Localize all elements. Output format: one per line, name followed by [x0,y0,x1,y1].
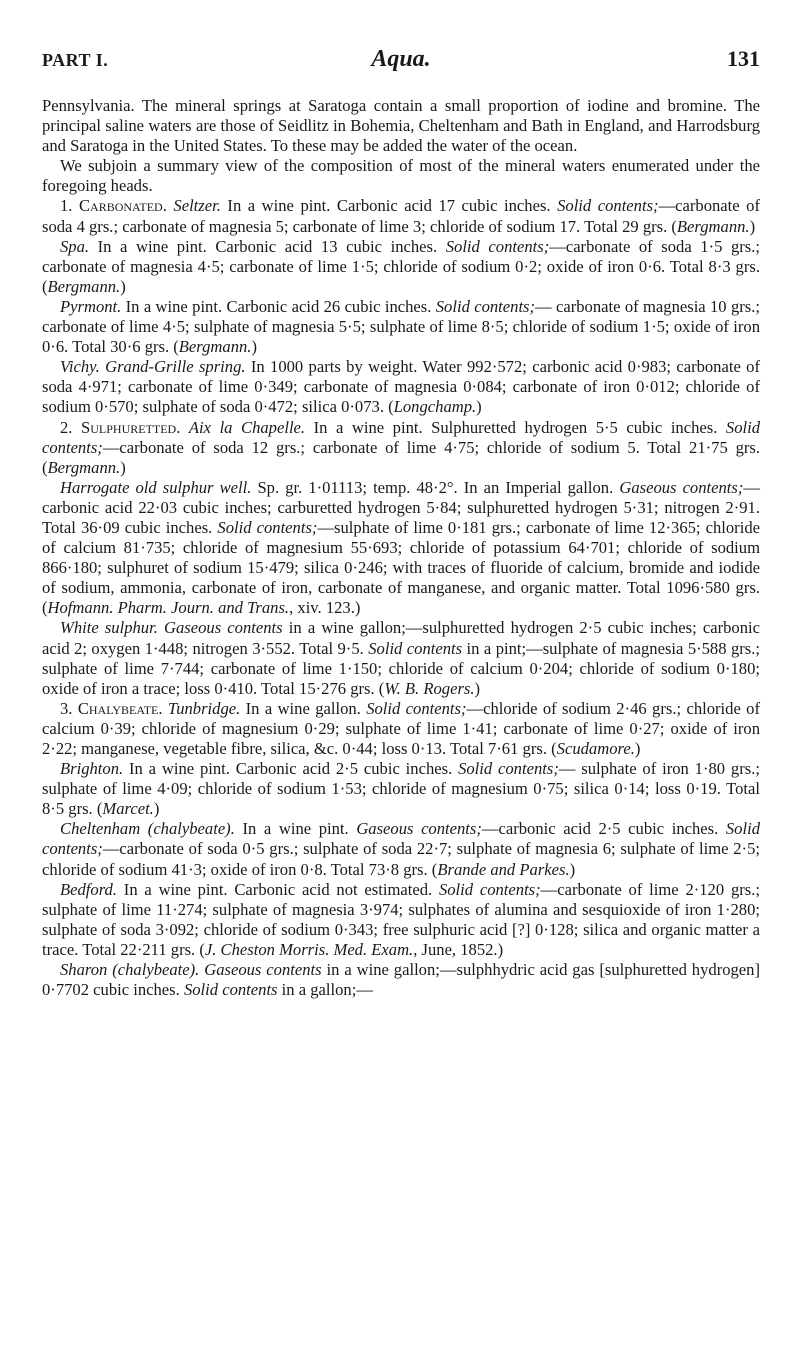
text-run: Solid contents; [438,879,541,899]
text-run: Pyrmont. [60,296,122,316]
page-number: 131 [727,46,760,71]
entry-seltzer [42,196,760,236]
text-run: In a wine pint. Carbonic acid 13 cubic inches. [97,236,438,256]
text-run: Solid contents; [42,417,761,457]
text-run: In 1000 parts by weight. Water 992·572; carbonic acid 0·983; carbonate of soda 4·971; carbonate of lime 0·349; carbonate of magnesia 0·084; carbonate of iron 0·012; chloride of sodium 0·570; sulphate of soda 0·472; silica 0·073. ( [42,357,760,417]
text-run: —carbonate of soda 1·5 grs.; carbonate of magnesia 4·5; carbonate of lime 1·5; chloride of sodium 0·2; oxide of iron 0·6. Total 8·3 grs. ( [42,236,760,296]
text-run: in a gallon;— [281,980,373,1000]
text-run: Sulphuretted. [81,417,181,437]
text-run: Brighton. [60,759,124,779]
text-run: —sulphate of lime 0·181 grs.; carbonate of lime 12·365; chloride of calcium 81·735; chloride of magnesium 55·693; chloride of potassium 64·701; chloride of sodium 866·180; sulphuret of sodium 15·479; silica 0·246; with traces of fluoride of calcium, bromide and iodide of sodium, ammonia, carbonate of iron, carbonate of manganese, and organic matter. Total 1096·580 grs. ( [42,517,760,618]
text-run: in a wine gallon;—sulphhydric acid gas [sulphuretted hydrogen] 0·7702 cubic inches. [42,960,760,1000]
entry-white-sulphur [42,618,760,698]
text-run: —carbonic acid 22·03 cubic inches; carburetted hydrogen 5·84; sulphuretted hydrogen 5·31; nitrogen 2·91. Total 36·09 cubic inches. [42,477,760,537]
text-run: W. B. Rogers. [384,678,475,698]
text-run: Gaseous contents; [356,819,482,839]
page-body [42,96,760,1000]
text-run: Seltzer. [173,196,221,216]
text-run: , June, 1852.) [413,939,504,959]
text-run: in a wine gallon;—sulphuretted hydrogen 2·5 cubic inches; carbonic acid 2; oxygen 1·448; nitrogen 3·552. Total 9·5. [42,618,760,658]
text-run: Aix la Chapelle. [188,417,306,437]
paragraph-intro [42,96,760,156]
entry-tunbridge [42,699,760,759]
entry-vichy [42,357,760,417]
text-run: Solid contents [368,638,463,658]
entry-bedford [42,880,760,960]
text-run: In a wine pint. Carbonic acid not estimated. [123,879,433,899]
part-label: PART I. [42,50,109,70]
text-run: Solid contents; [458,759,559,779]
text-run: Tunbridge. [167,698,241,718]
text-run: In a wine pint. Carbonic acid 17 cubic inches. [227,196,551,216]
text-run: Chalybeate. [77,698,163,718]
text-run: —carbonic acid 2·5 cubic inches. [481,819,719,839]
text-run: Solid contents [183,980,278,1000]
entry-brighton [42,759,760,819]
text-run: White sulphur. [60,618,158,638]
text-run: In a wine pint. Carbonic acid 2·5 cubic inches. [129,759,453,779]
text-run: — carbonate of magnesia 10 grs.; carbonate of lime 4·5; sulphate of magnesia 5·5; sulphate of lime 8·5; chloride of sodium 1·5; oxide of iron 0·6. Total 30·6 grs. ( [42,296,760,357]
text-run: Bergmann. [47,457,121,477]
text-run: Marcet. [102,799,154,819]
text-run: Solid contents; [435,296,536,316]
entry-harrogate [42,478,760,619]
text-run: Sharon (chalybeate). [60,960,200,980]
text-run: —chloride of sodium 2·46 grs.; chloride of calcium 0·39; chloride of magnesium 0·29; sulphate of lime 1·41; carbonate of lime 0·27; oxide of iron 2·22; manganese, vegetable fibre, silica, &c. 0·44; loss 0·13. Total 7·61 grs. ( [42,698,761,758]
text-run: In a wine pint. Carbonic acid 26 cubic inches. [125,296,432,316]
text-run: In a wine pint. [242,819,349,839]
text-run: Gaseous contents; [619,477,744,497]
text-run: 2. [60,417,73,437]
text-run: Bedford. [60,879,117,899]
text-run: ) [569,859,576,879]
text-run: We subjoin a summary view of the composition of most of the mineral waters enumerated under the foregoing heads. [42,156,760,196]
text-run: —carbonate of soda 12 grs.; carbonate of lime 4·75; chloride of sodium 5. Total 21·75 grs. ( [42,437,760,477]
text-run: — sulphate of iron 1·80 grs.; sulphate of lime 4·09; chloride of sodium 1·53; chloride of magnesium 0·75; silica 0·14; loss 0·19. Total 8·5 grs. ( [42,759,760,819]
text-run: ) [634,739,641,758]
text-run: ) [153,799,160,819]
text-run: J. Cheston Morris. Med. Exam. [204,939,414,959]
entry-spa [42,237,760,297]
text-run: ) [120,457,126,477]
text-run: , xiv. 123.) [289,598,361,618]
text-run: Solid contents; [42,819,760,859]
text-run: Bergmann. [676,216,750,236]
text-run: Carbonated. [78,196,167,216]
text-run: Solid contents; [445,236,550,256]
text-run: Brande and Parkes. [437,859,570,879]
paragraph-summary [42,156,760,196]
text-run: Sp. gr. 1·01113; temp. 48·2°. In an Imperial gallon. [257,477,614,497]
text-run: Pennsylvania. The mineral springs at Saratoga contain a small proportion of iodine and bromine. The principal saline waters are those of Seidlitz in Bohemia, Cheltenham and Bath in England, and Harrodsburg and Saratoga in the United States. To these may be added the water of the ocean. [42,96,760,156]
text-run: Bergmann. [47,276,121,296]
text-run: ) [474,678,481,698]
text-run: —carbonate of soda 4 grs.; carbonate of magnesia 5; carbonate of lime 3; chloride of sodium 17. Total 29 grs. ( [42,196,760,236]
entry-pyrmont [42,297,760,357]
text-run: Gaseous contents [204,960,322,980]
text-run: Spa. [60,236,90,256]
text-run: Bergmann. [178,337,252,357]
text-run: ) [749,216,756,236]
text-run: —carbonate of soda 0·5 grs.; sulphate of soda 22·7; sulphate of magnesia 6; sulphate of lime 2·5; chloride of sodium 41·3; oxide of iron 0·8. Total 73·8 grs. ( [42,839,760,879]
text-run: Solid contents; [366,698,467,718]
text-run: In a wine gallon. [245,698,361,718]
text-run: Solid contents; [557,196,659,216]
running-header [42,46,760,78]
text-run: Longchamp. [393,397,477,417]
text-run: Hofmann. Pharm. Journ. and Trans. [47,598,290,618]
text-run: ) [251,337,257,357]
text-run: Gaseous contents [164,618,283,638]
text-run: —carbonate of lime 2·120 grs.; sulphate of lime 11·274; sulphate of magnesia 3·974; sulphates of alumina and sesquioxide of iron 1·280; sulphate of soda 3·092; chloride of sodium 0·343; free sulphuric acid [?] 0·128; silica and organic matter a trace. Total 22·211 grs. ( [42,879,760,959]
text-run: Scudamore. [556,739,635,758]
text-run: Vichy. Grand-Grille spring. [60,357,246,377]
text-run: in a pint;—sulphate of magnesia 5·588 grs.; sulphate of lime 7·744; carbonate of lime 1·150; chloride of calcium 0·204; chloride of sodium 0·180; oxide of iron a trace; loss 0·410. Total 15·276 grs. ( [42,638,761,698]
entry-cheltenham [42,819,760,879]
text-run: 3. [60,698,73,718]
entry-sharon [42,960,760,1000]
text-run: Solid contents; [217,517,318,537]
running-title: Aqua. [371,46,431,72]
text-run: In a wine pint. Sulphuretted hydrogen 5·5 cubic inches. [313,417,718,437]
text-run: Cheltenham (chalybeate). [60,819,235,839]
entry-aix-la-chapelle [42,418,760,478]
text-run: ) [120,276,126,296]
text-run: 1. [60,196,73,216]
text-run: Harrogate old sulphur well. [60,477,252,497]
text-run: ) [476,397,482,417]
